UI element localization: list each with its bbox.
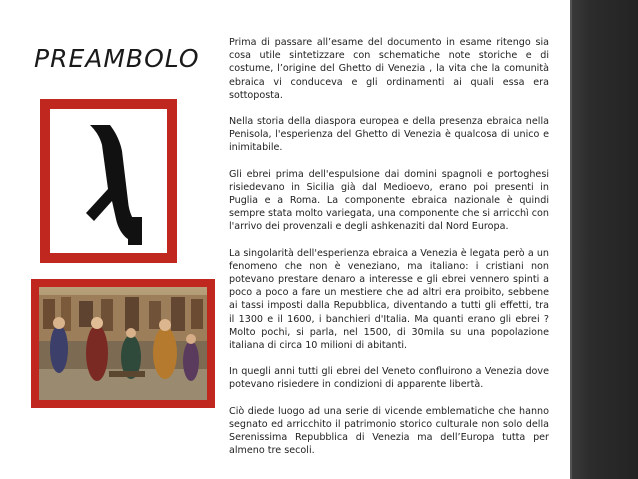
hebrew-letter-gimel-icon xyxy=(50,109,167,253)
paragraph: In quegli anni tutti gli ebrei del Veneto confluirono a Venezia dove potevano risiedere in condizioni di apparente libertà. xyxy=(229,366,549,391)
painting-frame xyxy=(31,279,215,408)
paragraph: Prima di passare all’esame del documento in esame ritengo sia cosa utile sintetizzare con schematiche note storiche e di costume, l’origine del Ghetto di Venezia , la vita che la comunità ebraica vi conduceva e gli ordinamenti ai quali essa era sottoposta. xyxy=(229,37,549,101)
decorative-sidebar xyxy=(570,0,638,479)
paragraph: Gli ebrei prima dell'espulsione dai domini spagnoli e portoghesi risiedevano in Sicilia già dal Medioevo, erano poi presenti in Puglia e a Roma. La componente ebraica nazionale è quindi sempre stata molto variegata, una componente che si arricchì con l'arrivo dei provenzali e degli ashkenaziti dal Nord Europa. xyxy=(229,168,549,233)
paragraph: Ciò diede luogo ad una serie di vicende emblematiche che hanno segnato ed arricchito il patrimonio storico culturale non solo della Serenissima Repubblica di Venezia ma dell’Europa tutta per almeno tre secoli. xyxy=(229,405,549,457)
hebrew-letter-frame xyxy=(40,99,177,263)
venetian-painting xyxy=(39,287,207,400)
paragraph: Nella storia della diaspora europea e della presenza ebraica nella Penisola, l'esperienza del Ghetto di Venezia è qualcosa di unico e inimitabile. xyxy=(229,116,549,154)
body-text xyxy=(229,36,549,470)
slide-title: PREAMBOLO xyxy=(34,44,200,73)
paragraph: La singolarità dell'esperienza ebraica a Venezia è legata però a un fenomeno che non è veneziano, ma italiano: i cristiani non potevano prestare denaro a interesse e gli ebrei vennero spinti a poco a poco a fare un mestiere che ad altri era proibito, sebbene ai tassi imposti dalla Repubblica, diventando a tutti gli effetti, tra il 1300 e il 1600, i banchieri d'Italia. Ma quanti erano gli ebrei ? Molto pochi, si parla, nel 1500, di 30mila su una popolazione italiana di circa 10 milioni di abitanti. xyxy=(229,247,549,352)
